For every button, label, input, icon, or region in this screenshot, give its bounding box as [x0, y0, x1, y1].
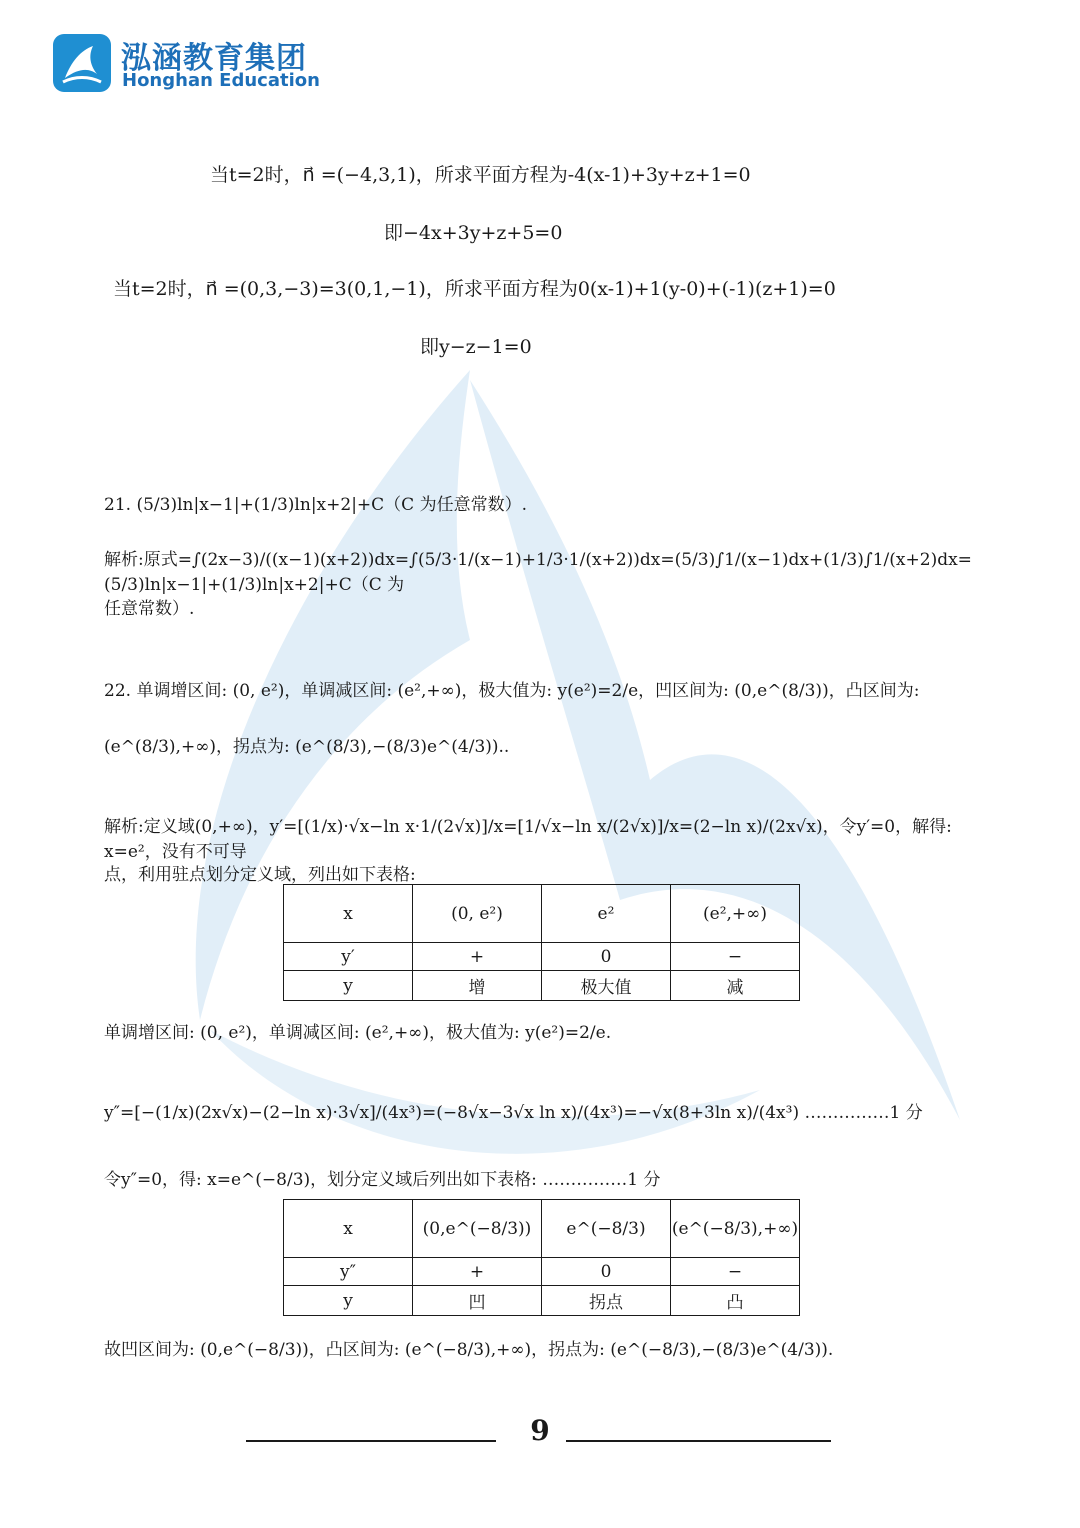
- t1-cell: 减: [671, 971, 800, 1001]
- t2-cell: 0: [542, 1258, 671, 1286]
- t2-cell: y: [284, 1286, 413, 1316]
- t1-cell: (e²,+∞): [671, 885, 800, 943]
- dolphin-icon: [53, 34, 111, 92]
- t2-cell: 凹: [413, 1286, 542, 1316]
- q21-solution: [104, 545, 1004, 595]
- t1-cell: y: [284, 971, 413, 1001]
- brand-logo: [53, 34, 111, 92]
- q21-sol-tail: 任意常数）.: [104, 599, 195, 619]
- inflection-step-text: 令y″=0，得: x=e^(−8/3)，划分定义域后列出如下表格:: [104, 1170, 537, 1190]
- t1-cell: 增: [413, 971, 542, 1001]
- t1-cell: 0: [542, 943, 671, 971]
- q22-mono-summary: 单调增区间: (0, e²)，单调减区间: (e²,+∞)，极大值为: y(e²)=2/e.: [104, 1023, 612, 1043]
- t1-cell: y′: [284, 943, 413, 971]
- t1-cell: 极大值: [542, 971, 671, 1001]
- t2-cell: x: [284, 1200, 413, 1258]
- q22-conclusion: 故凹区间为: (0,e^(−8/3))，凸区间为: (e^(−8/3),+∞)，拐点为: (e^(−8/3),−(8/3)e^(4/3)).: [104, 1340, 834, 1360]
- q21-sol-expr: =∫(2x−3)/((x−1)(x+2))dx=∫(5/3·1/(x−1)+1/3·1/(x+2))dx=(5/3)∫1/(x−1)dx+(1/3)∫1/(x+2)dx=(5/3)ln|x−1|+(1/3)ln|x+2|+C（C 为: [104, 550, 972, 595]
- t2-cell: −: [671, 1258, 800, 1286]
- t1-cell: (0, e²): [413, 885, 542, 943]
- monotonicity-table: [283, 884, 800, 1001]
- t2-cell: e^(−8/3): [542, 1200, 671, 1258]
- plane-line-1: 当t=2时，n⃗ =(−4,3,1)，所求平面方程为-4(x-1)+3y+z+1=0: [210, 164, 751, 186]
- second-deriv-expr: y″=[−(1/x)(2x√x)−(2−ln x)·3√x]/(4x³)=(−8√x−3√x ln x)/(4x³)=−√x(8+3ln x)/(4x³): [104, 1103, 800, 1123]
- q22-answer-line1: 单调增区间: (0, e²)，单调减区间: (e²,+∞)，极大值为: y(e²)=2/e，凹区间为: (0,e^(8/3))，凸区间为:: [136, 681, 920, 701]
- t2-cell: +: [413, 1258, 542, 1286]
- t1-cell: +: [413, 943, 542, 971]
- q21-label: 21.: [104, 495, 132, 515]
- t2-cell: (e^(−8/3),+∞): [671, 1200, 800, 1258]
- brand-name-en: Honghan Education: [122, 70, 320, 91]
- t1-cell: −: [671, 943, 800, 971]
- second-deriv-score: ……………1 分: [804, 1103, 923, 1123]
- brand-name-cn: 泓涵教育集团: [121, 41, 307, 76]
- page-number: 9: [530, 1414, 550, 1447]
- t2-cell: (0,e^(−8/3)): [413, 1200, 542, 1258]
- q22-solution-2: 点，利用驻点划分定义域，列出如下表格:: [104, 865, 416, 885]
- plane-line-3: 当t=2时，n⃗ =(0,3,−3)=3(0,1,−1)，所求平面方程为0(x-1)+1(y-0)+(-1)(z+1)=0: [113, 278, 836, 300]
- q21-answer-text: (5/3)ln|x−1|+(1/3)ln|x+2|+C（C 为任意常数）.: [136, 495, 527, 515]
- t2-cell: y″: [284, 1258, 413, 1286]
- q22-answer-2: (e^(8/3),+∞)，拐点为: (e^(8/3),−(8/3)e^(4/3))..: [104, 737, 510, 757]
- q22-second-deriv: [104, 1098, 1004, 1123]
- q21-answer: [104, 490, 527, 515]
- inflection-step-score: ……………1 分: [542, 1170, 661, 1190]
- t2-cell: 凸: [671, 1286, 800, 1316]
- q22-solution-1: 解析:定义域(0,+∞)，y′=[(1/x)·√x−ln x·1/(2√x)]/x=[1/√x−ln x/(2√x)]/x=(2−ln x)/(2x√x)，令y′=0，解得: x=e²，没有不可导: [104, 817, 952, 862]
- q22-answer-1: [104, 676, 1004, 701]
- t1-cell: x: [284, 885, 413, 943]
- t1-cell: e²: [542, 885, 671, 943]
- t2-cell: 拐点: [542, 1286, 671, 1316]
- q22-label: 22.: [104, 681, 132, 701]
- q21-sol-prefix: 解析:原式: [104, 550, 178, 570]
- concavity-table: [283, 1199, 800, 1316]
- q22-inflection-step: [104, 1165, 661, 1190]
- plane-line-2: 即−4x+3y+z+5=0: [384, 222, 563, 244]
- footer-rule-right: [566, 1440, 831, 1442]
- plane-line-4: 即y−z−1=0: [420, 336, 532, 358]
